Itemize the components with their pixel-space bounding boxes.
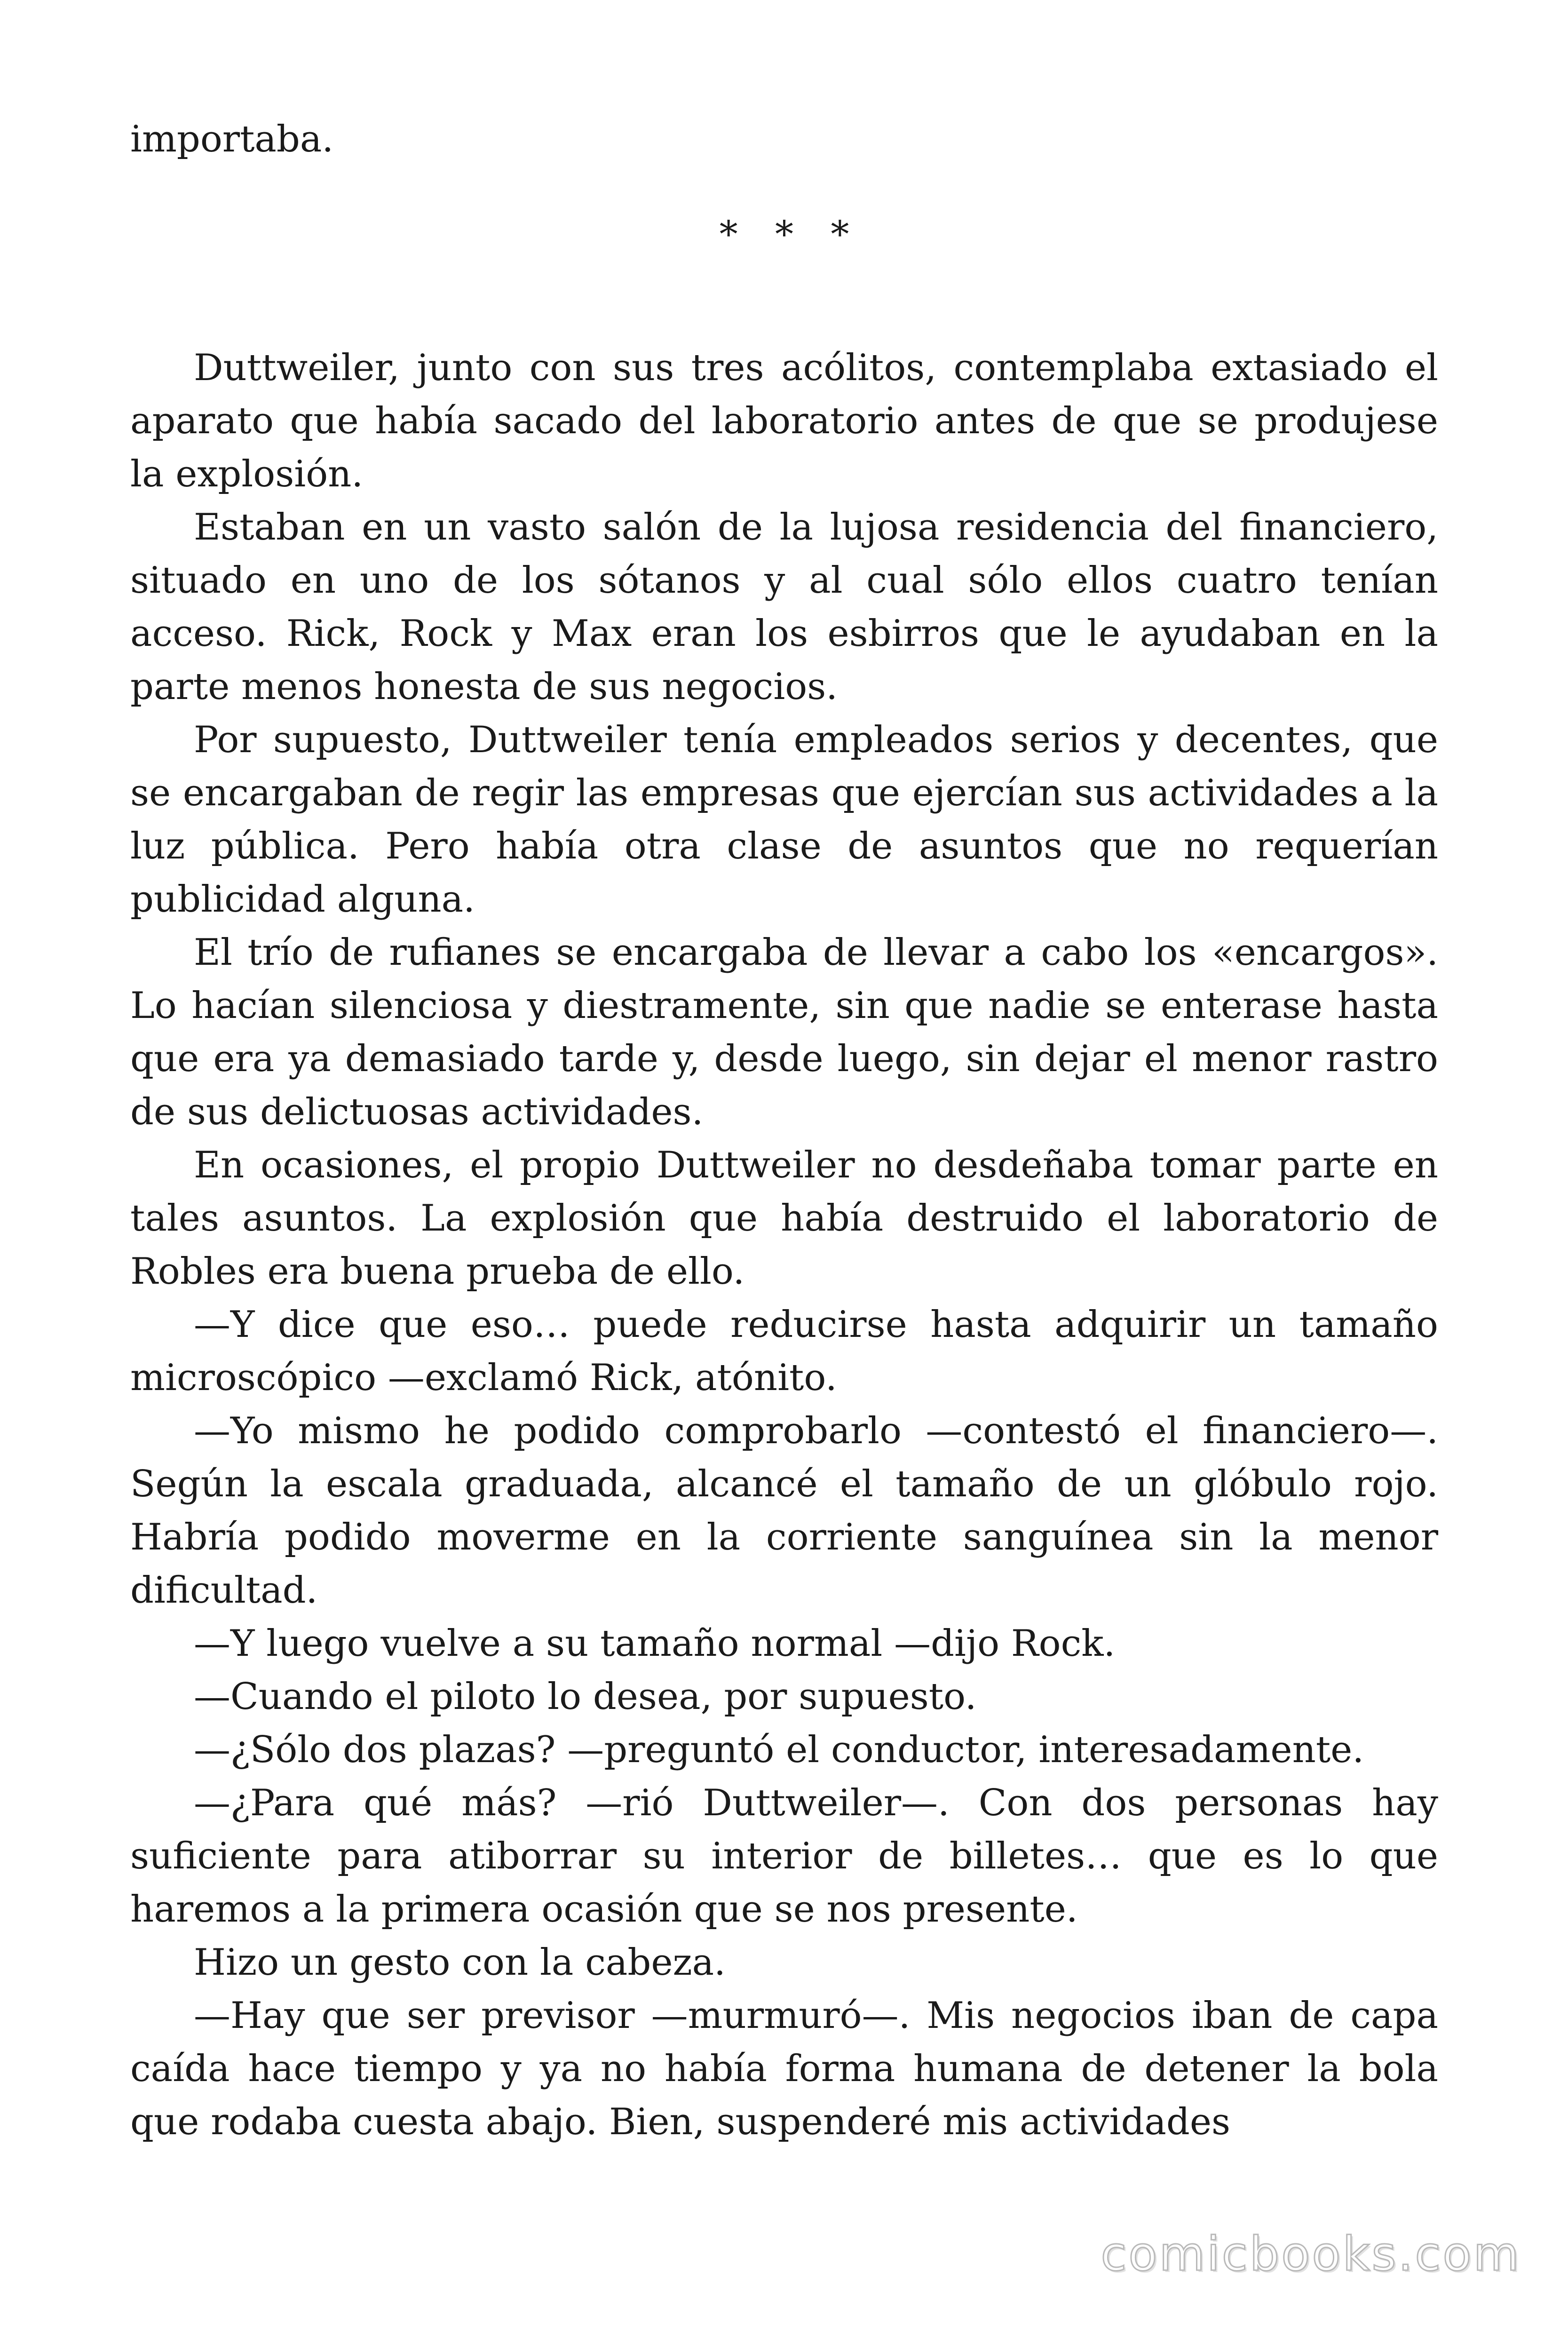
paragraph: —Cuando el piloto lo desea, por supuesto. xyxy=(194,1676,977,1718)
paragraph: —Yo mismo he podido comprobarlo —contestó el financiero—. Según la escala graduada, alcancé el tamaño de un glóbulo rojo. Habría podido moverme en la corriente sanguínea sin la menor dificultad. xyxy=(130,1410,1438,1612)
paragraph: Estaban en un vasto salón de la lujosa residencia del financiero, situado en uno de los sótanos y al cual sólo ellos cuatro tenían acceso. Rick, Rock y Max eran los esbirros que le ayudaban en la parte menos honesta de sus negocios. xyxy=(130,506,1438,708)
opening-line: importaba. xyxy=(130,118,334,160)
paragraph: En ocasiones, el propio Duttweiler no desdeñaba tomar parte en tales asuntos. La explosión que había destruido el laboratorio de Robles era buena prueba de ello. xyxy=(130,1144,1438,1293)
paragraph: Por supuesto, Duttweiler tenía empleados serios y decentes, que se encargaban de regir las empresas que ejercían sus actividades a la luz pública. Pero había otra clase de asuntos que no requerían publicidad alguna. xyxy=(130,719,1438,921)
paragraph: Hizo un gesto con la cabeza. xyxy=(194,1941,726,1984)
paragraph: —Y luego vuelve a su tamaño normal —dijo Rock. xyxy=(194,1622,1116,1665)
book-page xyxy=(130,113,1438,2149)
paragraph: El trío de rufianes se encargaba de llevar a cabo los «encargos». Lo hacían silenciosa y diestramente, sin que nadie se enterase hasta que era ya demasiado tarde y, desde luego, sin dejar el menor rastro de sus delictuosas actividades. xyxy=(130,931,1438,1133)
site-watermark: comicbooks.com xyxy=(1101,2226,1521,2281)
paragraph: —¿Para qué más? —rió Duttweiler—. Con dos personas hay suficiente para atiborrar su interior de billetes… que es lo que haremos a la primera ocasión que se nos presente. xyxy=(130,1782,1438,1931)
paragraph: Duttweiler, junto con sus tres acólitos, contemplaba extasiado el aparato que había sacado del laboratorio antes de que se produjese la explosión. xyxy=(130,347,1438,495)
paragraph: —¿Sólo dos plazas? —preguntó el conductor, interesadamente. xyxy=(194,1729,1364,1771)
section-separator: * * * xyxy=(719,214,862,256)
paragraph: —Hay que ser previsor —murmuró—. Mis negocios iban de capa caída hace tiempo y ya no había forma humana de detener la bola que rodaba cuesta abajo. Bien, suspenderé mis actividades xyxy=(130,1994,1438,2143)
paragraph: —Y dice que eso… puede reducirse hasta adquirir un tamaño microscópico —exclamó Rick, atónito. xyxy=(130,1303,1438,1399)
